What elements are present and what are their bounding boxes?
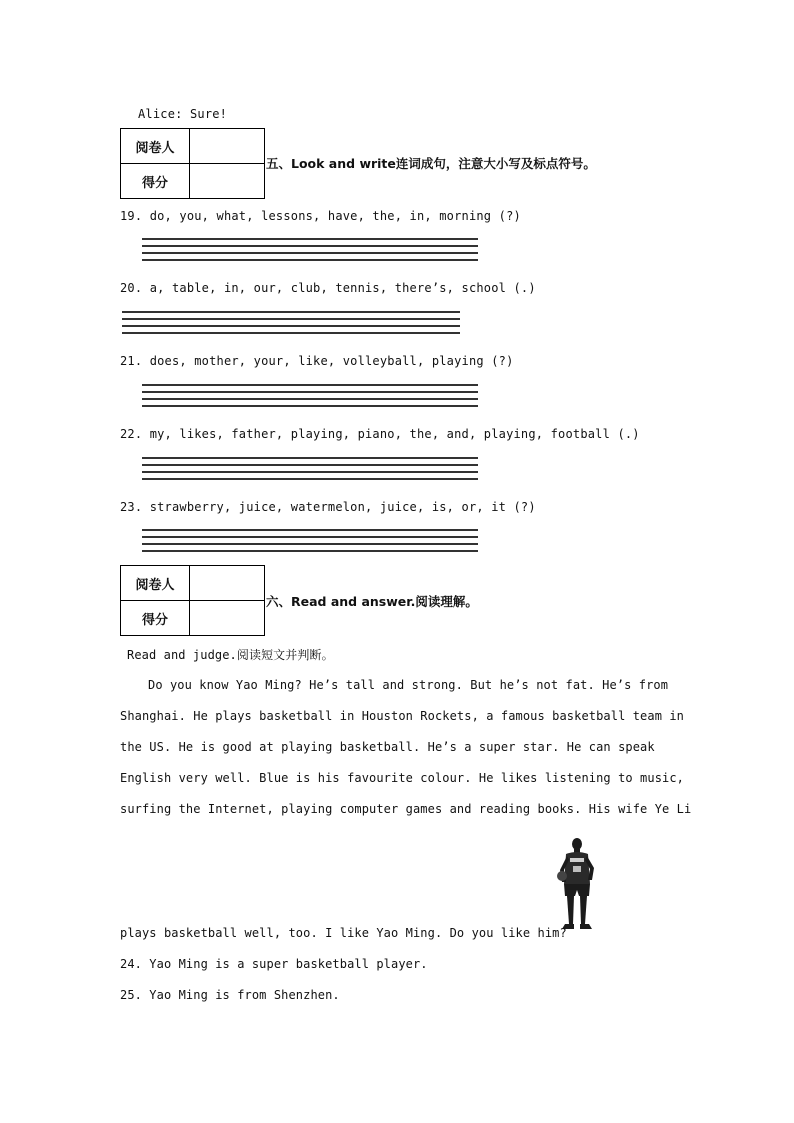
reviewer-label: 阅卷人 xyxy=(121,129,190,164)
question-23: 23. strawberry, juice, watermelon, juice, is, or, it (?) xyxy=(120,500,536,514)
passage-line: plays basketball well, too. I like Yao Ming. Do you like him? xyxy=(120,926,567,940)
answer-lines-19[interactable] xyxy=(142,238,478,260)
score-box xyxy=(120,128,265,199)
question-24: 24. Yao Ming is a super basketball player. xyxy=(120,957,428,971)
answer-lines-22[interactable] xyxy=(142,457,478,479)
question-21: 21. does, mother, your, like, volleyball, playing (?) xyxy=(120,354,514,368)
passage-line: Do you know Yao Ming? He’s tall and strong. But he’s not fat. He’s from xyxy=(148,678,669,692)
question-19: 19. do, you, what, lessons, have, the, in, morning (?) xyxy=(120,209,521,223)
passage-line: the US. He is good at playing basketball. He’s a super star. He can speak xyxy=(120,740,655,754)
question-22: 22. my, likes, father, playing, piano, the, and, playing, football (.) xyxy=(120,427,640,441)
passage-line: surfing the Internet, playing computer games and reading books. His wife Ye Li xyxy=(120,802,692,816)
score-box xyxy=(120,565,265,636)
score-field[interactable] xyxy=(190,164,265,199)
question-25: 25. Yao Ming is from Shenzhen. xyxy=(120,988,340,1002)
reviewer-label: 阅卷人 xyxy=(121,566,190,601)
dialogue-line: Alice: Sure! xyxy=(138,107,228,121)
score-label: 得分 xyxy=(121,601,190,636)
passage-line: Shanghai. He plays basketball in Houston Rockets, a famous basketball team in xyxy=(120,709,684,723)
answer-lines-20[interactable] xyxy=(122,311,460,333)
answer-lines-21[interactable] xyxy=(142,384,478,406)
answer-lines-23[interactable] xyxy=(142,529,478,551)
score-field[interactable] xyxy=(190,601,265,636)
passage-line: English very well. Blue is his favourite colour. He likes listening to music, xyxy=(120,771,684,785)
reviewer-field[interactable] xyxy=(190,566,265,601)
score-label: 得分 xyxy=(121,164,190,199)
basketball-player-icon xyxy=(552,836,602,934)
question-20: 20. a, table, in, our, club, tennis, there’s, school (.) xyxy=(120,281,536,295)
section-5-heading: 五、Look and write连词成句，注意大小写及标点符号。 xyxy=(266,156,596,171)
reviewer-field[interactable] xyxy=(190,129,265,164)
section-6-heading: 六、Read and answer.阅读理解。 xyxy=(266,594,478,609)
instruction: Read and judge.阅读短文并判断。 xyxy=(127,648,334,662)
